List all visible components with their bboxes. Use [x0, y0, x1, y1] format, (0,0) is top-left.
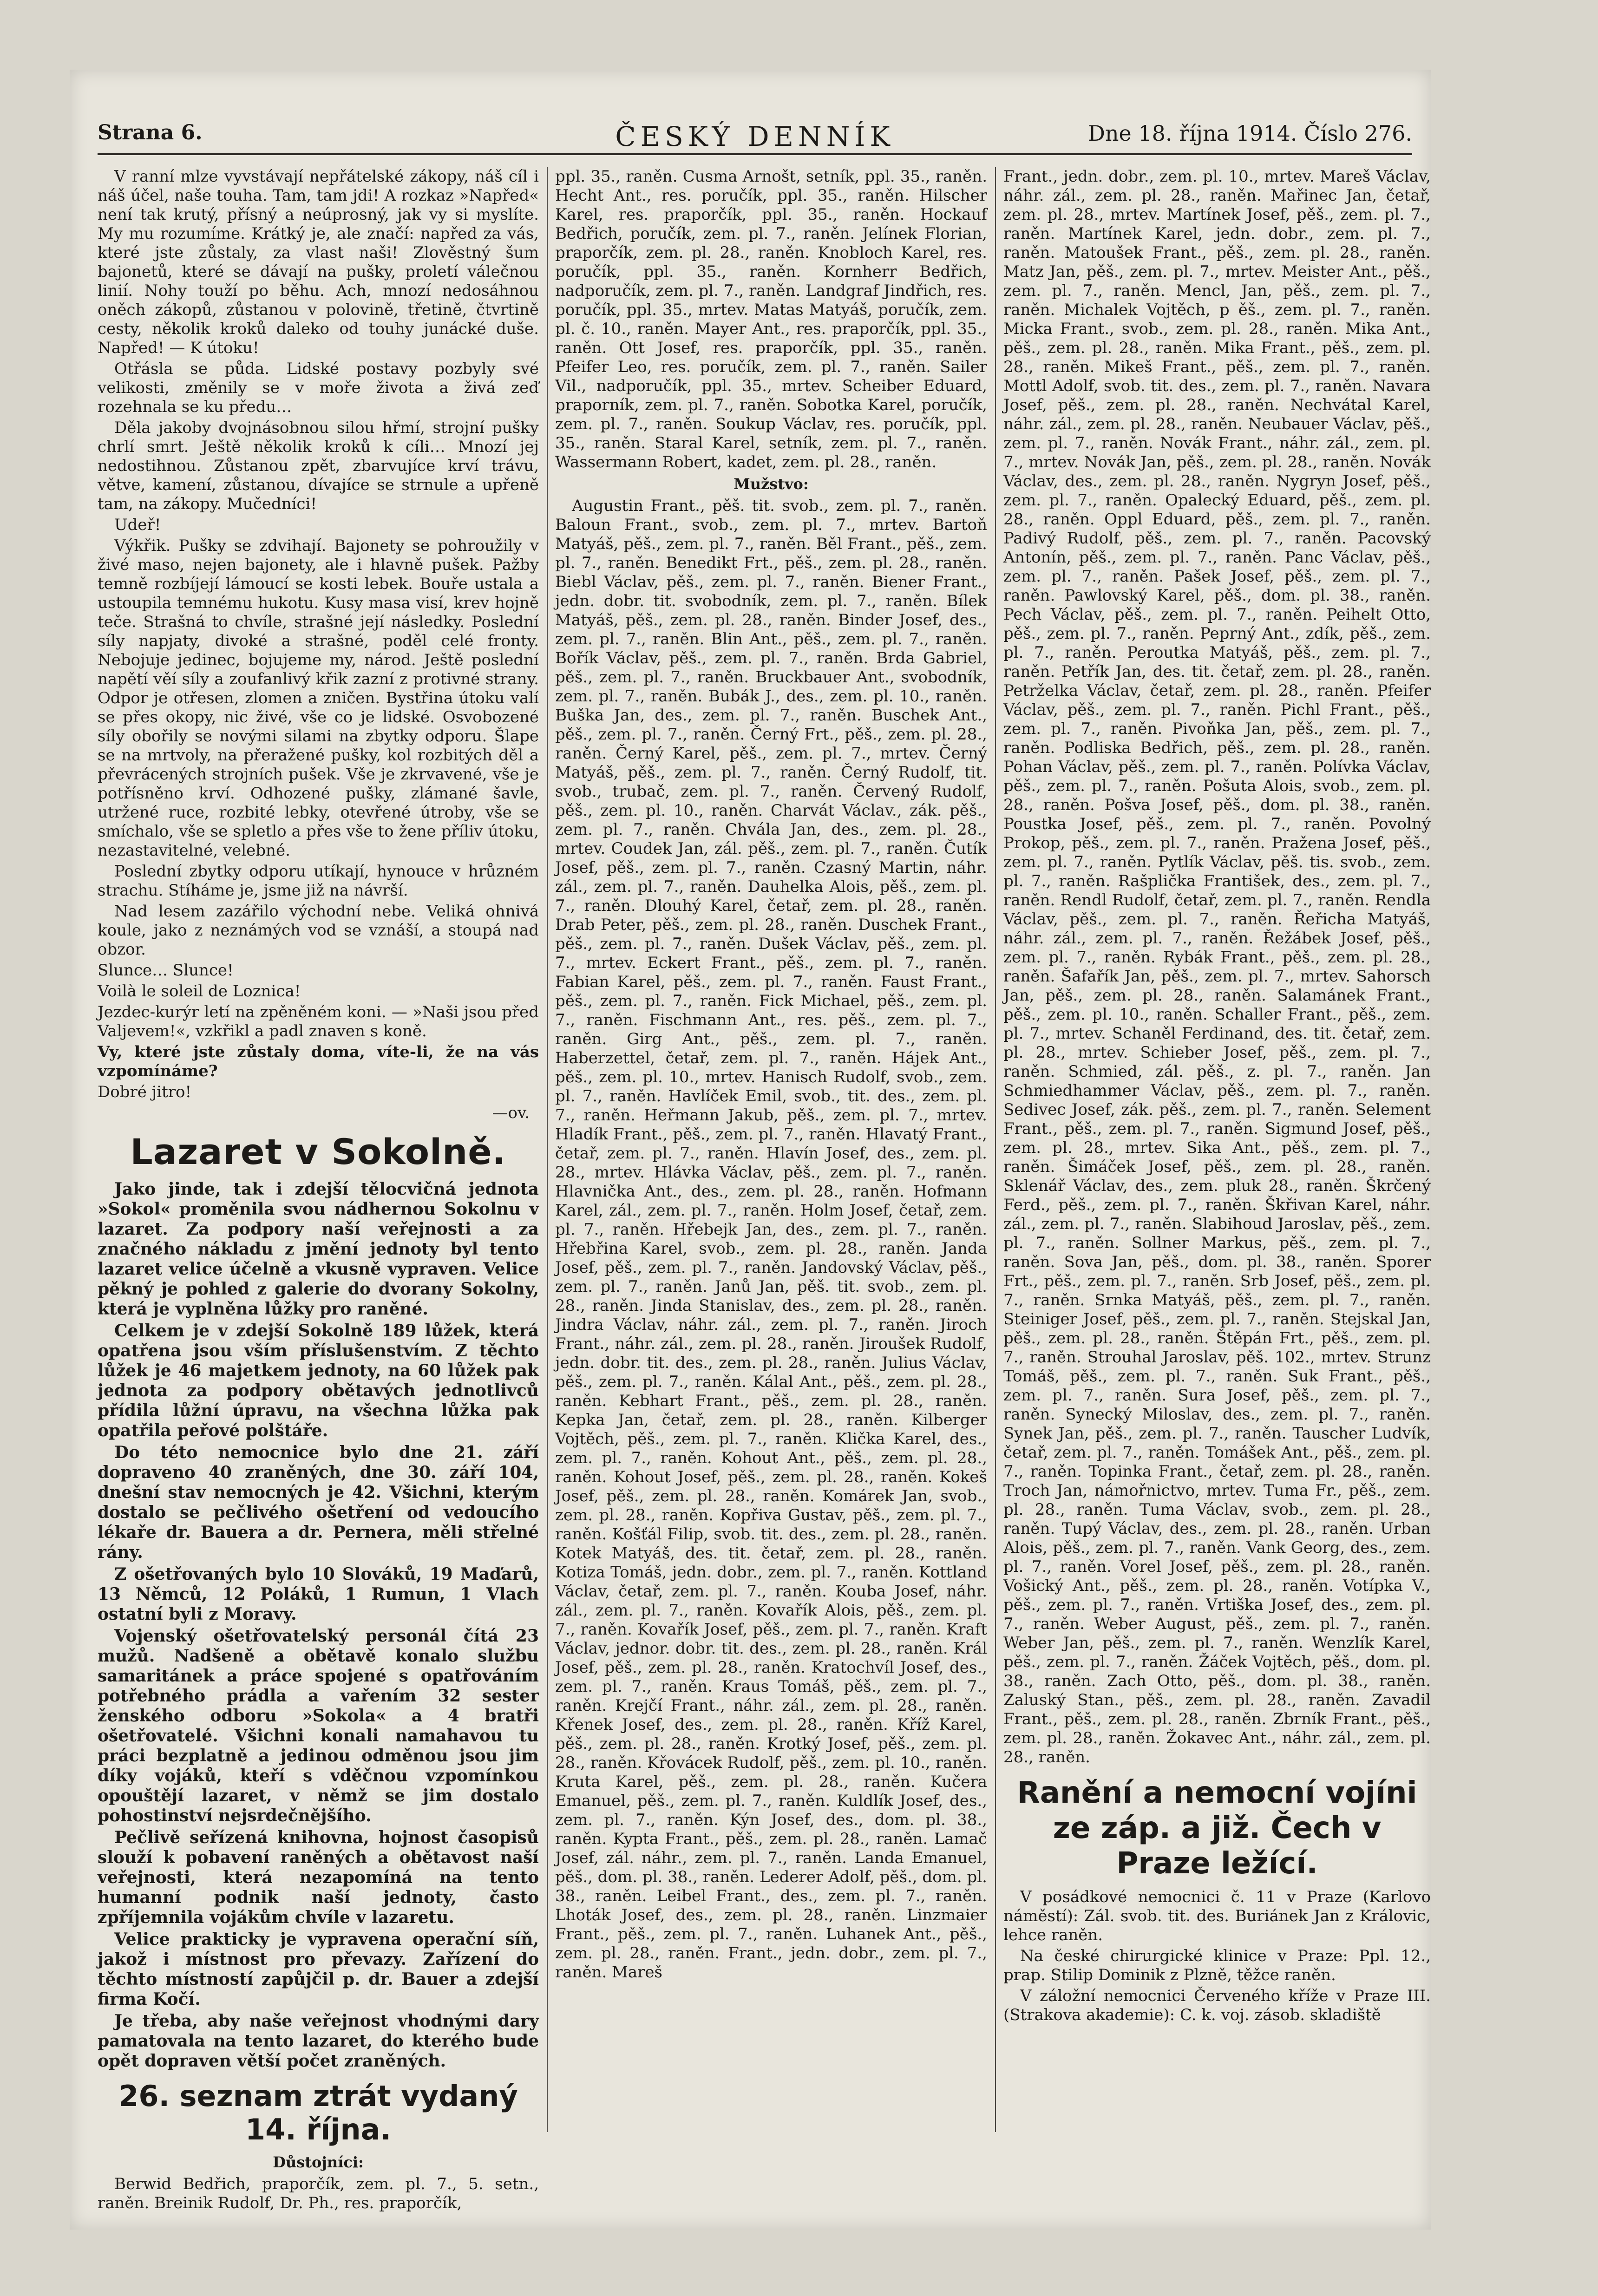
- story-paragraph: Udeř!: [114, 516, 161, 534]
- column-2: [555, 167, 987, 2132]
- officers-label: Důstojníci:: [273, 2153, 364, 2171]
- losses-heading: 26. seznam ztrát vydaný 14. října.: [118, 2079, 518, 2146]
- lazaret-paragraph: Celkem je v zdejší Sokolně 189 lůžek, která opatřena jsou vším příslušenstvím. Z těchto lůžek je 46 majetkem jednoty, na 60 lůžek pak jednota za podpory obětavých jednotlivců přídila lůžní úpravu, na všechna lůžka pak opatřila peřové polštáře.: [98, 1321, 539, 1440]
- newspaper-page: [70, 70, 1431, 2230]
- story-ending: [98, 961, 539, 1102]
- lazaret-paragraph: Pečlivě seřízená knihovna, hojnost časopisů slouží k pobavení raněných a obětavost naší veřejnosti, která nezapomíná na tento humanní podnik naší jednoty, často zpříjemnila vojákům chvíle v lazaretu.: [98, 1828, 539, 1927]
- officers-list: Berwid Bedřich, praporčík, zem. pl. 7., 5. setn., raněn. Breinik Rudolf, Dr. Ph., res. praporčík,: [98, 2175, 539, 2212]
- story-closing-question: Vy, které jste zůstaly doma, víte-li, že na vás vzpomínáme?: [98, 1043, 539, 1080]
- lazaret-paragraph: Z ošetřovaných bylo 10 Slováků, 19 Maďarů, 13 Němců, 12 Poláků, 1 Rumun, 1 Vlach ostatní byli z Moravy.: [98, 1564, 539, 1624]
- story-line: Jezdec-kurýr letí na zpěněném koni. — »Naši jsou před Valjevem!«, vzkřikl a padl znaven s koně.: [98, 1003, 539, 1040]
- story-closing: Dobré jitro!: [98, 1083, 192, 1101]
- page-number: Strana 6.: [98, 121, 203, 144]
- story-paragraph: Otřásla se půda. Lidské postavy pozbyly své velikosti, změnily se v moře života a živá zeď rozehnala se ku předu…: [98, 360, 539, 416]
- story-paragraph: Výkřik. Pušky se zdvihají. Bajonety se pohroužily v živé maso, nejen bajonety, ale i hlavně pušek. Pažby temně rozbíjejí lámoucí se kosti lebek. Bouře ustala a ustoupila temnému hukotu. Kusy masa visí, krev hojně teče. Strašná to chvíle, strašné její následky. Poslední síly napjaty, divoké a strašné, poděl celé fronty. Nebojuje jedinec, bojujeme my, národ. Ještě poslední napětí věí síly a zoufanlivý křik zazní z protivné strany. Odpor je otřesen, zlomen a zničen. Bystřina útoku valí se přes okopy, nic živé, vše co je lidské. Osvobozené síly obořily se novými silami na zbytky odporu. Šlape se na mrtvoly, na přeražené pušky, kol rozbitých děl a převrácených strojních pušek. Vše je zkrvavené, vše je potřísněno krví. Odhozené pušky, zlámané šavle, utržené ruce, rozbité lebky, otevřené útroby, vše se smíchalo, vše se spletlo a přes vše to žene příliv útoku, nezastavitelné, velebné.: [98, 536, 539, 860]
- lazaret-article: [98, 1179, 539, 2071]
- column-1: [98, 167, 539, 2212]
- lazaret-paragraph: Jako jinde, tak i zdejší tělocvičná jednota »Sokol« proměnila svou nádhernou Sokolnu v lazaret. Za podpory naší veřejnosti a za značného nákladu z jmění jednoty byl tento lazaret velice účelně a vkusně vypraven. Velice pěkný je pohled z galerie do dvorany Sokolny, která je vyplněna lůžky pro raněné.: [98, 1179, 539, 1319]
- men-list: Augustin Frant., pěš. tit. svob., zem. pl. 7., raněn. Baloun Frant., svob., zem. pl. 7., mrtev. Bartoň Matyáš, pěš., zem. pl. 7., raněn. Běl Frant., pěš., zem. pl. 7., raněn. Benedikt Frt., pěš., zem. pl. 28., raněn. Biebl Václav, pěš., zem. pl. 7., raněn. Biener Frant., jedn. dobr. tit. svobodník, zem. pl. 7., raněn. Bílek Matyáš, pěš., zem. pl. 28., raněn. Binder Josef, des., zem. pl. 7., raněn. Blin Ant., pěš., zem. pl. 7., raněn. Bořík Václav, pěš., zem. pl. 7., raněn. Brda Gabriel, pěš., zem. pl. 7., raněn. Bruckbauer Ant., svobodník, zem. pl. 7., raněn. Bubák J., des., zem. pl. 10., raněn. Buška Jan, des., zem. pl. 7., raněn. Buschek Ant., pěš., zem. pl. 7., raněn. Černý Frt., pěš., zem. pl. 28., raněn. Černý Karel, pěš., zem. pl. 7., mrtev. Černý Matyáš, pěš., zem. pl. 7., raněn. Černý Rudolf, tit. svob., trubač, zem. pl. 7., raněn. Červený Rudolf, pěš., zem. pl. 10., raněn. Charvát Václav., zák. pěš., zem. pl. 7., raněn. Chvála Jan, des., zem. pl. 28., mrtev. Coudek Jan, zál. pěš., zem. pl. 7., raněn. Čutík Josef, pěš., zem. pl. 7., raněn. Czasný Martin, náhr. zál., zem. pl. 7., raněn. Dauhelka Alois, pěš., zem. pl. 7., raněn. Dlouhý Karel, četař, zem. pl. 28., raněn. Drab Peter, pěš., zem. pl. 28., raněn. Duschek Frant., pěš., zem. pl. 7., raněn. Dušek Václav, pěš., zem. pl. 7., mrtev. Eckert Frant., pěš., zem. pl. 7., raněn. Fabian Karel, pěš., zem. pl. 7., raněn. Faust Frant., pěš., zem. pl. 7., raněn. Fick Michael, pěš., zem. pl. 7., raněn. Fischmann Ant., res. pěš., zem. pl. 7., raněn. Girg Ant., pěš., zem. pl. 7., raněn. Haberzettel, četař, zem. pl. 7., raněn. Hájek Ant., pěš., zem. pl. 10., mrtev. Hanisch Rudolf, svob., zem. pl. 7., raněn. Havlíček Emil, svob., tit. des., zem. pl. 7., raněn. Heřmann Jakub, pěš., zem. pl. 7., mrtev. Hladík Frant., pěš., zem. pl. 7., raněn. Hlavatý Frant., četař, zem. pl. 7., raněn. Hlavín Josef, des., zem. pl. 28., mrtev. Hlávka Václav, pěš., zem. pl. 7., raněn. Hlavnička Ant., des., zem. pl. 28., raněn. Hofmann Karel, zál., zem. pl. 7., raněn. Holm Josef, četař, zem. pl. 7., raněn. Hřebejk Jan, des., zem. pl. 7., raněn. Hřebřina Karel, svob., zem. pl. 28., raněn. Janda Josef, pěš., zem. pl. 7., raněn. Jandovský Václav, pěš., zem. pl. 7., raněn. Janů Jan, pěš. tit. svob., zem. pl. 28., raněn. Jinda Stanislav, des., zem. pl. 28., raněn. Jindra Václav, náhr. zál., zem. pl. 7., raněn. Jiroch Frant., náhr. zál., zem. pl. 28., raněn. Jiroušek Rudolf, jedn. dobr. tit. des., zem. pl. 28., raněn. Julius Václav, pěš., zem. pl. 7., raněn. Kálal Ant., pěš., zem. pl. 28., raněn. Kebhart Frant., pěš., zem. pl. 28., raněn. Kepka Jan, četař, zem. pl. 28., raněn. Kilberger Vojtěch, pěš., zem. pl. 7., raněn. Klička Karel, des., zem. pl. 7., raněn. Kohout Ant., pěš., zem. pl. 28., raněn. Kohout Josef, pěš., zem. pl. 28., raněn. Kokeš Josef, pěš., zem. pl. 28., raněn. Komárek Jan, svob., zem. pl. 28., raněn. Kopřiva Gustav, pěš., zem. pl. 7., raněn. Košťál Filip, svob. tit. des., zem. pl. 28., raněn. Kotek Matyáš, des. tit. četař, zem. pl. 28., raněn. Kotiza Tomáš, jedn. dobr., zem. pl. 7., raněn. Kottland Václav, četař, zem. pl. 7., raněn. Kouba Josef, náhr. zál., zem. pl. 7., raněn. Kovařík Alois, pěš., zem. pl. 7., raněn. Kovařík Josef, pěš., zem. pl. 7., raněn. Kraft Václav, jednor. dobr. tit. des., zem. pl. 28., raněn. Král Josef, pěš., zem. pl. 28., raněn. Kratochvíl Josef, des., zem. pl. 7., raněn. Kraus Tomáš, pěš., zem. pl. 7., raněn. Krejčí Frant., náhr. zál., zem. pl. 28., raněn. Křenek Josef, des., zem. pl. 28., raněn. Kříž Karel, pěš., zem. pl. 28., raněn. Krotký Josef, pěš., zem. pl. 28., raněn. Křovácek Rudolf, pěš., zem. pl. 10., raněn. Kruta Karel, pěš., zem. pl. 28., raněn. Kučera Emanuel, pěš., zem. pl. 7., raněn. Kuldlík Josef, des., zem. pl. 7., raněn. Kýn Josef, des., dom. pl. 38., raněn. Kypta Frant., pěš., zem. pl. 28., raněn. Lamač Josef, zál. náhr., zem. pl. 7., raněn. Landa Emanuel, pěš., dom. pl. 38., raněn. Lederer Adolf, pěš., dom. pl. 38., raněn. Leibel Frant., des., zem. pl. 7., raněn. Lhoták Josef, des., zem. pl. 28., raněn. Linzmaier Frant., pěš., zem. pl. 7., raněn. Luhanek Ant., pěš., zem. pl. 28., raněn. Frant., jedn. dobr., zem. pl. 7., raněn. Mareš: [555, 497, 987, 1982]
- story-line: Voilà le soleil de Loznica!: [98, 982, 301, 1001]
- issue-date: Dne 18. října 1914. Číslo 276.: [1087, 121, 1412, 146]
- men-label: Mužstvo:: [734, 475, 809, 493]
- column-divider: [995, 167, 996, 2132]
- lazaret-paragraph: Vojenský ošetřovatelský personál čítá 23 mužů. Nadšeně a obětavě konalo službu samaritánek a práce spojené s opatřováním potřebného prádla a vařením 32 sester ženského odboru »Sokola« a 4 bratři ošetřovatelé. Všichni konali namahavou tu práci bezplatně a jedinou odměnou jsou jim díky vojáků, kteří s vděčnou vzpomínkou opouštějí lazaret, v němž se jim dostalo pohostinství nejsrdečnějšího.: [98, 1626, 539, 1825]
- newspaper-title: ČESKÝ DENNÍK: [615, 121, 895, 152]
- lazaret-paragraph: Velice prakticky je vypravena operační síň, jakož i místnost pro převazy. Zařízení do těchto místností zapůjčil p. dr. Bauer a zdejší firma Kočí.: [98, 1930, 539, 2009]
- column-3: [1003, 167, 1431, 2132]
- hospital-notices: [1003, 1888, 1431, 2025]
- men-list-continued: Frant., jedn. dobr., zem. pl. 10., mrtev. Mareš Václav, náhr. zál., zem. pl. 28., raněn. Mařinec Jan, četař, zem. pl. 28., mrtev. Martínek Josef, pěš., zem. pl. 7., raněn. Martínek Karel, jedn. dobr., zem. pl. 7., raněn. Matoušek Frant., pěš., zem. pl. 28., raněn. Matz Jan, pěš., zem. pl. 7., mrtev. Meister Ant., pěš., zem. pl. 7., raněn. Mencl, Jan, pěš., zem. pl. 7., raněn. Michalek Vojtěch, p ěš., zem. pl. 7., raněn. Micka Frant., svob., zem. pl. 28., raněn. Mika Ant., pěš., zem. pl. 28., raněn. Mika Frant., pěš., zem. pl. 28., raněn. Mikeš Frant., pěš., zem. pl. 7., raněn. Mottl Adolf, svob. tit. des., zem. pl. 7., raněn. Navara Josef, pěš., zem. pl. 28., raněn. Nechvátal Karel, náhr. zál., zem. pl. 28., raněn. Neubauer Václav, pěš., zem. pl. 7., raněn. Novák Frant., náhr. zál., zem. pl. 7., mrtev. Novák Jan, pěš., zem. pl. 28., raněn. Novák Václav, des., zem. pl. 28., raněn. Nygryn Josef, pěš., zem. pl. 7., raněn. Opalecký Eduard, pěš., zem. pl. 28., raněn. Oppl Eduard, pěš., zem. pl. 7., raněn. Padivý Rudolf, pěš., zem. pl. 7., raněn. Pacovský Antonín, pěš., zem. pl. 7., raněn. Panc Václav, pěš., zem. pl. 7., raněn. Pašek Josef, pěš., zem. pl. 7., raněn. Pawlovský Karel, pěš., dom. pl. 38., raněn. Pech Václav, pěš., zem. pl. 7., raněn. Peihelt Otto, pěš., zem. pl. 7., raněn. Peprný Ant., zdík, pěš., zem. pl. 7., raněn. Peroutka Matyáš, pěš., zem. pl. 7., raněn. Petřík Jan, des. tit. četař, zem. pl. 28., raněn. Petrželka Václav, četař, zem. pl. 28., raněn. Pfeifer Václav, pěš., zem. pl. 7., raněn. Pichl Frant., pěš., zem. pl. 7., raněn. Pivoňka Jan, pěš., zem. pl. 7., raněn. Podliska Bedřich, pěš., zem. pl. 28., raněn. Pohan Václav, pěš., zem. pl. 7., raněn. Polívka Václav, pěš., zem. pl. 7., raněn. Pošuta Alois, svob., zem. pl. 28., raněn. Pošva Josef, pěš., dom. pl. 38., raněn. Poustka Josef, pěš., zem. pl. 7., raněn. Povolný Prokop, pěš., zem. pl. 7., raněn. Pražena Josef, pěš., zem. pl. 7., raněn. Pytlík Václav, pěš. tis. svob., zem. pl. 7., raněn. Rašplička František, des., zem. pl. 7., raněn. Rendl Rudolf, četař, zem. pl. 7., raněn. Rendla Václav, pěš., zem. pl. 7., raněn. Řeřicha Matyáš, náhr. zál., zem. pl. 7., raněn. Řežábek Josef, pěš., zem. pl. 7., raněn. Rybák Frant., pěš., zem. pl. 28., raněn. Šafařík Jan, pěš., zem. pl. 7., mrtev. Sahorsch Jan, pěš., zem. pl. 28., raněn. Salamánek Frant., pěš., zem. pl. 10., raněn. Schaller Frant., pěš., zem. pl. 7., mrtev. Schaněl Ferdinand, des. tit. četař, zem. pl. 28., mrtev. Schieber Josef, pěš., zem. pl. 7., raněn. Schmied, zál. pěš., z. pl. 7., raněn. Jan Schmiedhammer Václav, pěš., zem. pl. 7., raněn. Sedivec Josef, zák. pěš., zem. pl. 7., raněn. Selement Frant., pěš., zem. pl. 7., raněn. Sigmund Josef, pěš., zem. pl. 28., mrtev. Sika Ant., pěš., zem. pl. 7., raněn. Šimáček Josef, pěš., zem. pl. 28., raněn. Sklenář Václav, des., zem. pluk 28., raněn. Škrčený Ferd., pěš., zem. pl. 7., raněn. Škřivan Karel, náhr. zál., zem. pl. 7., raněn. Slabihoud Jaroslav, pěš., zem. pl. 7., raněn. Sollner Markus, pěš., zem. pl. 7., raněn. Sova Jan, pěš., dom. pl. 38., raněn. Sporer Frt., pěš., zem. pl. 7., raněn. Srb Josef, pěš., zem. pl. 7., raněn. Srnka Matyáš, pěš., zem. pl. 7., raněn. Steiniger Josef, pěš., zem. pl. 7., raněn. Stejskal Jan, pěš., zem. pl. 28., raněn. Štěpán Frt., pěš., zem. pl. 7., raněn. Strouhal Jaroslav, pěš. 102., mrtev. Strunz Tomáš, pěš., zem. pl. 7., raněn. Suk Frant., pěš., zem. pl. 7., raněn. Sura Josef, pěš., zem. pl. 7., raněn. Synecký Miloslav, des., zem. pl. 7., raněn. Synek Jan, pěš., zem. pl. 7., raněn. Tauscher Ludvík, četař, zem. pl. 7., raněn. Tomášek Ant., pěš., zem. pl. 7., raněn. Topinka Frant., četař, zem. pl. 28., raněn. Troch Jan, námořnictvo, mrtev. Tuma Fr., pěš., zem. pl. 28., raněn. Tuma Václav, svob., zem. pl. 28., raněn. Tupý Václav, des., zem. pl. 28., raněn. Urban Alois, pěš., zem. pl. 7., raněn. Vank Georg, des., zem. pl. 7., raněn. Vorel Josef, pěš., zem. pl. 28., raněn. Vošický Ant., pěš., zem. pl. 28., raněn. Votípka V., pěš., zem. pl. 7., raněn. Vrtiška Josef, des., zem. pl. 7., raněn. Weber August, pěš., zem. pl. 7., raněn. Weber Jan, pěš., zem. pl. 7., raněn. Wenzlík Karel, pěš., zem. pl. 7., raněn. Žáček Vojtěch, pěš., dom. pl. 38., raněn. Zach Otto, pěš., dom. pl. 38., raněn. Zaluský Stan., pěš., zem. pl. 28., raněn. Zavadil Frant., pěš., zem. pl. 28., raněn. Zbrník Frant., pěš., zem. pl. 28., raněn. Žokavec Ant., náhr. zál., zem. pl. 28., raněn.: [1003, 167, 1431, 1766]
- hospital-paragraph: Na české chirurgické klinice v Praze: Ppl. 12., prap. Stilip Dominik z Plzně, těžce raněn.: [1003, 1947, 1431, 1984]
- story-paragraph: Nad lesem zazářilo východní nebe. Veliká ohnivá koule, jako z neznámých vod se vznáší, a stoupá nad obzor.: [98, 902, 539, 959]
- war-story: [98, 167, 539, 1123]
- lazaret-paragraph: Do této nemocnice bylo dne 21. září dopraveno 40 zraněných, dne 30. září 104, dnešní stav nemocných je 42. Všichni, kterým dostalo se pečlivého ošetření od vedoucího lékaře dr. Bauera a dr. Pernera, měli střelné rány.: [98, 1443, 539, 1562]
- hospital-paragraph: V záložní nemocnici Červeného kříže v Praze III. (Strakova akademie): C. k. voj. zásob. skladiště: [1003, 1987, 1431, 2024]
- hospital-paragraph: V posádkové nemocnici č. 11 v Praze (Karlovo náměstí): Zál. svob. tit. des. Buriánek Jan z Královic, lehce raněn.: [1003, 1888, 1431, 1944]
- lazaret-heading: Lazaret v Sokolně.: [130, 1131, 506, 1172]
- story-paragraph: V ranní mlze vyvstávají nepřátelské zákopy, náš cíl i náš účel, naše touha. Tam, tam jdi! A rozkaz »Napřed« není tak krutý, přísný a neúprosný, jak vy si myslíte. My mu rozumíme. Krátký je, ale značí: napřed za vás, které jste zůstaly, za vlast naši! Zlověstný šum bajonetů, které se dávají na pušky, proletí válečnou linií. Nohy touží po běhu. Ach, mnozí nedosáhnou oněch zákopů, zůstanou v polovině, třetině, čtvrtině cesty, několik kroků daleko od touhy junácké duše. Napřed! — K útoku!: [98, 167, 539, 357]
- column-divider: [547, 167, 548, 2132]
- wounded-heading: Ranění a nemocní vojíni ze záp. a již. Čech v Praze ležící.: [1017, 1776, 1417, 1881]
- story-paragraph: Poslední zbytky odporu utíkají, hynouce v hrůzném strachu. Stíháme je, jsme již na návrší.: [98, 862, 539, 900]
- lazaret-paragraph: Je třeba, aby naše veřejnost vhodnými dary pamatovala na tento lazaret, do kterého bude opět dopraven větší počet zraněných.: [98, 2011, 539, 2071]
- story-paragraph: Děla jakoby dvojnásobnou silou hřmí, strojní pušky chrlí smrt. Ještě několik kroků k cíli… Mnozí jej nedostihnou. Zůstanou zpět, zbarvujíce krví trávu, větve, kamení, zůstanou, dívajíce se strnule a upřeně tam, na zákopy. Mučedníci!: [98, 419, 539, 513]
- officers-list-continued: ppl. 35., raněn. Cusma Arnošt, setník, ppl. 35., raněn. Hecht Ant., res. poručík, ppl. 35., raněn. Hilscher Karel, res. praporčík, ppl. 35., raněn. Hockauf Bedřich, poručík, zem. pl. 7., raněn. Jelínek Florian, praporčík, zem. pl. 28., raněn. Knobloch Karel, res. poručík, ppl. 35., raněn. Kornherr Bedřich, nadporučík, zem. pl. 7., raněn. Landgraf Jindřich, res. poručík, ppl. 35., mrtev. Matas Matyáš, poručík, zem. pl. č. 10., raněn. Mayer Ant., res. praporčík, ppl. 35., raněn. Ott Josef, res. praporčík, ppl. 35., raněn. Pfeifer Leo, res. poručík, zem. pl. 7., raněn. Sailer Vil., nadporučík, ppl. 35., mrtev. Scheiber Eduard, praporník, zem. pl. 7., raněn. Sobotka Karel, poručík, zem. pl. 7., raněn. Soukup Václav, res. poručík, ppl. 35., raněn. Staral Karel, setník, zem. pl. 7., raněn. Wassermann Robert, kadet, zem. pl. 28., raněn.: [555, 167, 987, 471]
- author-signature: —ov.: [492, 1104, 530, 1122]
- story-line: Slunce… Slunce!: [98, 961, 234, 980]
- masthead: [98, 121, 1412, 155]
